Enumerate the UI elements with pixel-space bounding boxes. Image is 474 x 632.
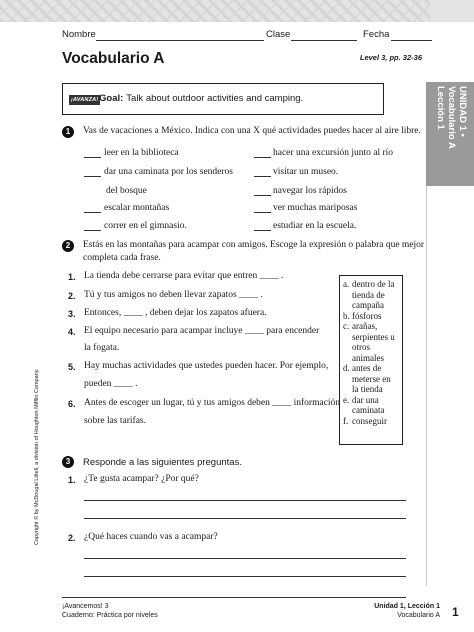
- answer-option-text: arañas, serpientes u otros animales: [352, 321, 395, 363]
- question-1-text: ¿Te gusta acampar? ¿Por qué?: [84, 474, 199, 484]
- sentence-number: 1.: [68, 272, 76, 282]
- answer-option: [343, 321, 399, 363]
- question-2-text: ¿Qué haces cuando vas a acampar?: [84, 532, 218, 542]
- sentence-number: 4.: [68, 327, 76, 337]
- section-1-right-blank[interactable]: [254, 176, 271, 177]
- section-1-left-item: del bosque: [106, 186, 147, 196]
- answer-option: [343, 395, 399, 416]
- section-1-left-item: escalar montañas: [104, 203, 170, 213]
- section-3-number: 3: [62, 456, 74, 468]
- answer-option-text: antes de meterse en la tienda: [352, 363, 391, 394]
- question-1-answer-line-1[interactable]: [84, 500, 406, 501]
- question-2-answer-line-2[interactable]: [84, 576, 406, 577]
- side-tab-lesson-label: Lección 1: [435, 86, 446, 130]
- footer-book-subtitle: Cuaderno: Práctica por niveles: [62, 612, 158, 619]
- sentence-text-continued: pueden ____ .: [84, 379, 138, 389]
- fecha-field[interactable]: [391, 40, 432, 41]
- answer-option-letter: d.: [343, 363, 350, 373]
- answer-option: [343, 363, 399, 395]
- section-1-number: 1: [62, 126, 74, 138]
- margin-divider: [426, 186, 427, 586]
- footer-section-name: Vocabulario A: [397, 612, 440, 619]
- section-1-left-item: correr en el gimnasio.: [104, 221, 187, 231]
- answer-option-letter: c.: [343, 321, 350, 331]
- page-number: 1: [452, 605, 459, 619]
- footer-unit-lesson: Unidad 1, Lección 1: [374, 603, 440, 610]
- section-1-right-item: visitar un museo.: [273, 167, 339, 177]
- sentence-number: 2.: [68, 291, 76, 301]
- answer-options-box: [339, 275, 403, 445]
- section-1-instruction: Vas de vacaciones a México. Indica con una X qué actividades puedes hacer al aire libre.: [83, 126, 421, 136]
- section-1-right-item: navegar los rápidos: [273, 186, 347, 196]
- answer-option-letter: a.: [343, 279, 350, 289]
- goal-box: [62, 83, 384, 115]
- answer-option-text: fósforos: [352, 310, 382, 321]
- sentence-text-continued: la fogata.: [84, 343, 120, 353]
- nombre-label: Nombre: [62, 29, 96, 40]
- answer-option-text: dentro de la tienda de campaña: [352, 279, 395, 310]
- level-reference: Level 3, pp. 32-36: [359, 53, 422, 62]
- decorative-header-band: [0, 0, 474, 22]
- footer-divider: [62, 597, 406, 598]
- section-3-instruction: Responde a las siguientes preguntas.: [83, 457, 242, 468]
- section-1-left-blank[interactable]: [84, 176, 101, 177]
- sentence-text: Tú y tus amigos no deben llevar zapatos ____ .: [84, 290, 263, 300]
- section-2-instruction-line1: Estás en las montañas para acampar con amigos. Escoge la expresión o palabra que mejor: [83, 240, 425, 250]
- clase-label: Clase: [266, 29, 291, 40]
- sentence-number: 6.: [68, 399, 76, 409]
- section-1-right-blank[interactable]: [254, 212, 271, 213]
- section-1-left-blank[interactable]: [84, 157, 101, 158]
- section-1-right-blank[interactable]: [254, 195, 271, 196]
- question-1-number: 1.: [68, 475, 76, 485]
- section-1-left-blank[interactable]: [84, 230, 101, 231]
- page-title: Vocabulario A: [62, 50, 165, 67]
- answer-option-letter: e.: [343, 394, 350, 405]
- answer-option-letter: f.: [343, 415, 349, 426]
- sentence-number: 3.: [68, 309, 76, 319]
- side-tab-unit-label: UNIDAD 1 • Vocabulario A: [446, 86, 468, 149]
- answer-option: [343, 279, 399, 311]
- section-1-right-blank[interactable]: [254, 157, 271, 158]
- section-1-right-item: estudiar en la escuela.: [273, 221, 357, 231]
- answer-option: [343, 416, 399, 427]
- section-1-right-item: ver muchas mariposas: [273, 203, 358, 213]
- section-1-left-blank[interactable]: [84, 212, 101, 213]
- avanza-badge: ¡AVANZA!: [71, 97, 99, 103]
- fecha-label: Fecha: [363, 29, 390, 40]
- section-2-number: 2: [62, 240, 74, 252]
- question-1-answer-line-2[interactable]: [84, 518, 406, 519]
- sentence-text: Entonces, ____ , deben dejar los zapatos afuera.: [84, 308, 267, 318]
- section-1-left-item: dar una caminata por los senderos: [104, 167, 233, 177]
- answer-option-letter: b.: [343, 310, 350, 321]
- answer-option: [343, 311, 399, 322]
- goal-label: Goal:: [99, 93, 124, 104]
- answer-option-text: dar una caminata: [352, 394, 385, 415]
- clase-field[interactable]: [291, 40, 357, 41]
- answer-option-text: conseguir: [352, 415, 387, 426]
- sentence-text: Hay muchas actividades que ustedes pueden hacer. Por ejemplo,: [84, 361, 329, 371]
- unit-side-tab: [426, 82, 474, 186]
- footer-book-title: ¡Avancemos! 3: [62, 603, 109, 610]
- sentence-text-continued: sobre las tarifas.: [84, 416, 146, 426]
- goal-text: Talk about outdoor activities and camping.: [126, 93, 304, 104]
- copyright-notice: Copyright © by McDougal Littell, a division of Houghton Mifflin Company.: [34, 368, 40, 545]
- sentence-text: La tienda debe cerrarse para evitar que entren ____ .: [84, 271, 284, 281]
- section-2-instruction-line2: completa cada frase.: [83, 253, 161, 263]
- section-1-right-item: hacer una excursión junto al río: [273, 148, 394, 158]
- question-2-number: 2.: [68, 533, 76, 543]
- sentence-text: El equipo necesario para acampar incluye ____ para encender: [84, 326, 320, 336]
- sentence-text: Antes de escoger un lugar, tú y tus amigos deben ____ información: [84, 398, 341, 408]
- section-1-left-item: leer en la biblioteca: [104, 148, 179, 158]
- question-2-answer-line-1[interactable]: [84, 558, 406, 559]
- section-1-right-blank[interactable]: [254, 230, 271, 231]
- sentence-number: 5.: [68, 362, 76, 372]
- nombre-field[interactable]: [96, 40, 264, 41]
